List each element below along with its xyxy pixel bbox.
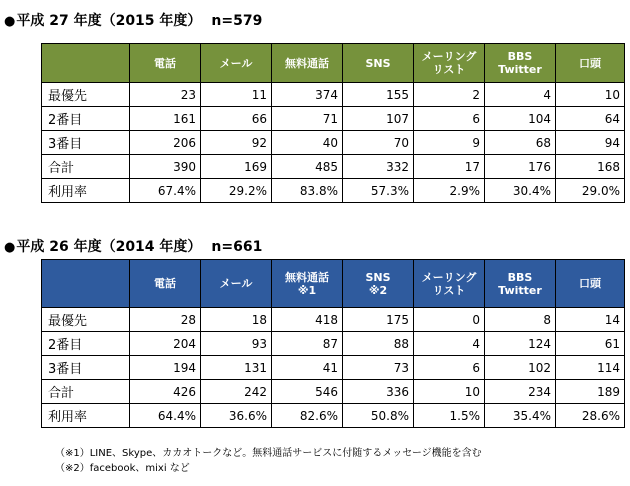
table-cell: 36.6% [201, 404, 272, 428]
row-label: 3番目 [42, 356, 130, 380]
row-label: 最優先 [42, 308, 130, 332]
table-cell: 41 [272, 356, 343, 380]
table-cell: 28 [130, 308, 201, 332]
row-label: 2番目 [42, 332, 130, 356]
column-header: メーリング リスト [414, 44, 485, 83]
table-row [42, 155, 625, 179]
table-cell: 71 [272, 107, 343, 131]
table-cell: 169 [201, 155, 272, 179]
table-cell: 83.8% [272, 179, 343, 203]
table-cell: 161 [130, 107, 201, 131]
column-header: 無料通話 ※1 [272, 260, 343, 308]
column-header: SNS [343, 44, 414, 83]
table-cell: 104 [485, 107, 556, 131]
column-header: 無料通話 [272, 44, 343, 83]
table-cell: 426 [130, 380, 201, 404]
table-row [42, 404, 625, 428]
table-cell: 64 [556, 107, 625, 131]
section1-sample-size: n=579 [211, 13, 263, 29]
table-cell: 11 [201, 83, 272, 107]
table-cell: 82.6% [272, 404, 343, 428]
footnote: （※1）LINE、Skype、カカオトークなど。無料通話サービスに付随するメッセージ機能を含む [55, 448, 482, 459]
table-cell: 93 [201, 332, 272, 356]
corner-cell [42, 44, 130, 83]
table-cell: 546 [272, 380, 343, 404]
table-cell: 242 [201, 380, 272, 404]
table-cell: 1.5% [414, 404, 485, 428]
corner-cell [42, 260, 130, 308]
table-header-row [42, 260, 625, 308]
column-header: 電話 [130, 44, 201, 83]
column-header: メール [201, 260, 272, 308]
table-cell: 87 [272, 332, 343, 356]
table-cell: 4 [414, 332, 485, 356]
table-cell: 2 [414, 83, 485, 107]
table-cell: 68 [485, 131, 556, 155]
table-cell: 168 [556, 155, 625, 179]
table-cell: 0 [414, 308, 485, 332]
column-header: SNS ※2 [343, 260, 414, 308]
table-cell: 390 [130, 155, 201, 179]
table-cell: 124 [485, 332, 556, 356]
table-cell: 332 [343, 155, 414, 179]
table-cell: 18 [201, 308, 272, 332]
table-cell: 189 [556, 380, 625, 404]
table-cell: 88 [343, 332, 414, 356]
table-cell: 30.4% [485, 179, 556, 203]
row-label: 合計 [42, 380, 130, 404]
footnotes [55, 446, 482, 476]
table-row [42, 107, 625, 131]
table-cell: 9 [414, 131, 485, 155]
column-header: メーリング リスト [414, 260, 485, 308]
section2-title: 平成 26 年度（2014 年度） [16, 239, 202, 255]
table-cell: 70 [343, 131, 414, 155]
table-cell: 194 [130, 356, 201, 380]
table-cell: 35.4% [485, 404, 556, 428]
table-cell: 28.6% [556, 404, 625, 428]
table-cell: 336 [343, 380, 414, 404]
table-row [42, 83, 625, 107]
column-header: 電話 [130, 260, 201, 308]
table-cell: 17 [414, 155, 485, 179]
table-2015 [41, 43, 625, 203]
table-cell: 94 [556, 131, 625, 155]
column-header: BBS Twitter [485, 260, 556, 308]
table-cell: 64.4% [130, 404, 201, 428]
table-row [42, 380, 625, 404]
table-cell: 73 [343, 356, 414, 380]
section1-heading [4, 10, 262, 30]
table-cell: 418 [272, 308, 343, 332]
row-label: 合計 [42, 155, 130, 179]
table-cell: 4 [485, 83, 556, 107]
column-header: メール [201, 44, 272, 83]
column-header: 口頭 [556, 44, 625, 83]
table-cell: 29.0% [556, 179, 625, 203]
table-cell: 67.4% [130, 179, 201, 203]
bullet-icon: ● [4, 240, 16, 255]
table-cell: 14 [556, 308, 625, 332]
table-cell: 57.3% [343, 179, 414, 203]
table-cell: 204 [130, 332, 201, 356]
row-label: 3番目 [42, 131, 130, 155]
table-cell: 175 [343, 308, 414, 332]
table-cell: 485 [272, 155, 343, 179]
section1-title: 平成 27 年度（2015 年度） [16, 13, 202, 29]
table-cell: 206 [130, 131, 201, 155]
table-cell: 6 [414, 107, 485, 131]
table-cell: 176 [485, 155, 556, 179]
table-cell: 10 [556, 83, 625, 107]
table-cell: 102 [485, 356, 556, 380]
table-cell: 2.9% [414, 179, 485, 203]
table-cell: 107 [343, 107, 414, 131]
table-row [42, 332, 625, 356]
section2-sample-size: n=661 [211, 239, 263, 255]
table-cell: 155 [343, 83, 414, 107]
table-cell: 61 [556, 332, 625, 356]
table-cell: 29.2% [201, 179, 272, 203]
table-cell: 8 [485, 308, 556, 332]
column-header: 口頭 [556, 260, 625, 308]
table-cell: 234 [485, 380, 556, 404]
column-header: BBS Twitter [485, 44, 556, 83]
row-label: 最優先 [42, 83, 130, 107]
section2-heading [4, 236, 262, 256]
table-cell: 40 [272, 131, 343, 155]
row-label: 利用率 [42, 404, 130, 428]
table-cell: 6 [414, 356, 485, 380]
bullet-icon: ● [4, 14, 16, 29]
table-cell: 23 [130, 83, 201, 107]
row-label: 2番目 [42, 107, 130, 131]
row-label: 利用率 [42, 179, 130, 203]
table-row [42, 308, 625, 332]
table-cell: 50.8% [343, 404, 414, 428]
table-header-row [42, 44, 625, 83]
table-2014 [41, 259, 625, 428]
table-cell: 114 [556, 356, 625, 380]
table-cell: 10 [414, 380, 485, 404]
table-cell: 131 [201, 356, 272, 380]
table-cell: 374 [272, 83, 343, 107]
table-row [42, 356, 625, 380]
table-cell: 92 [201, 131, 272, 155]
footnote: （※2）facebook、mixi など [55, 463, 190, 474]
table-cell: 66 [201, 107, 272, 131]
table-row [42, 131, 625, 155]
table-row [42, 179, 625, 203]
